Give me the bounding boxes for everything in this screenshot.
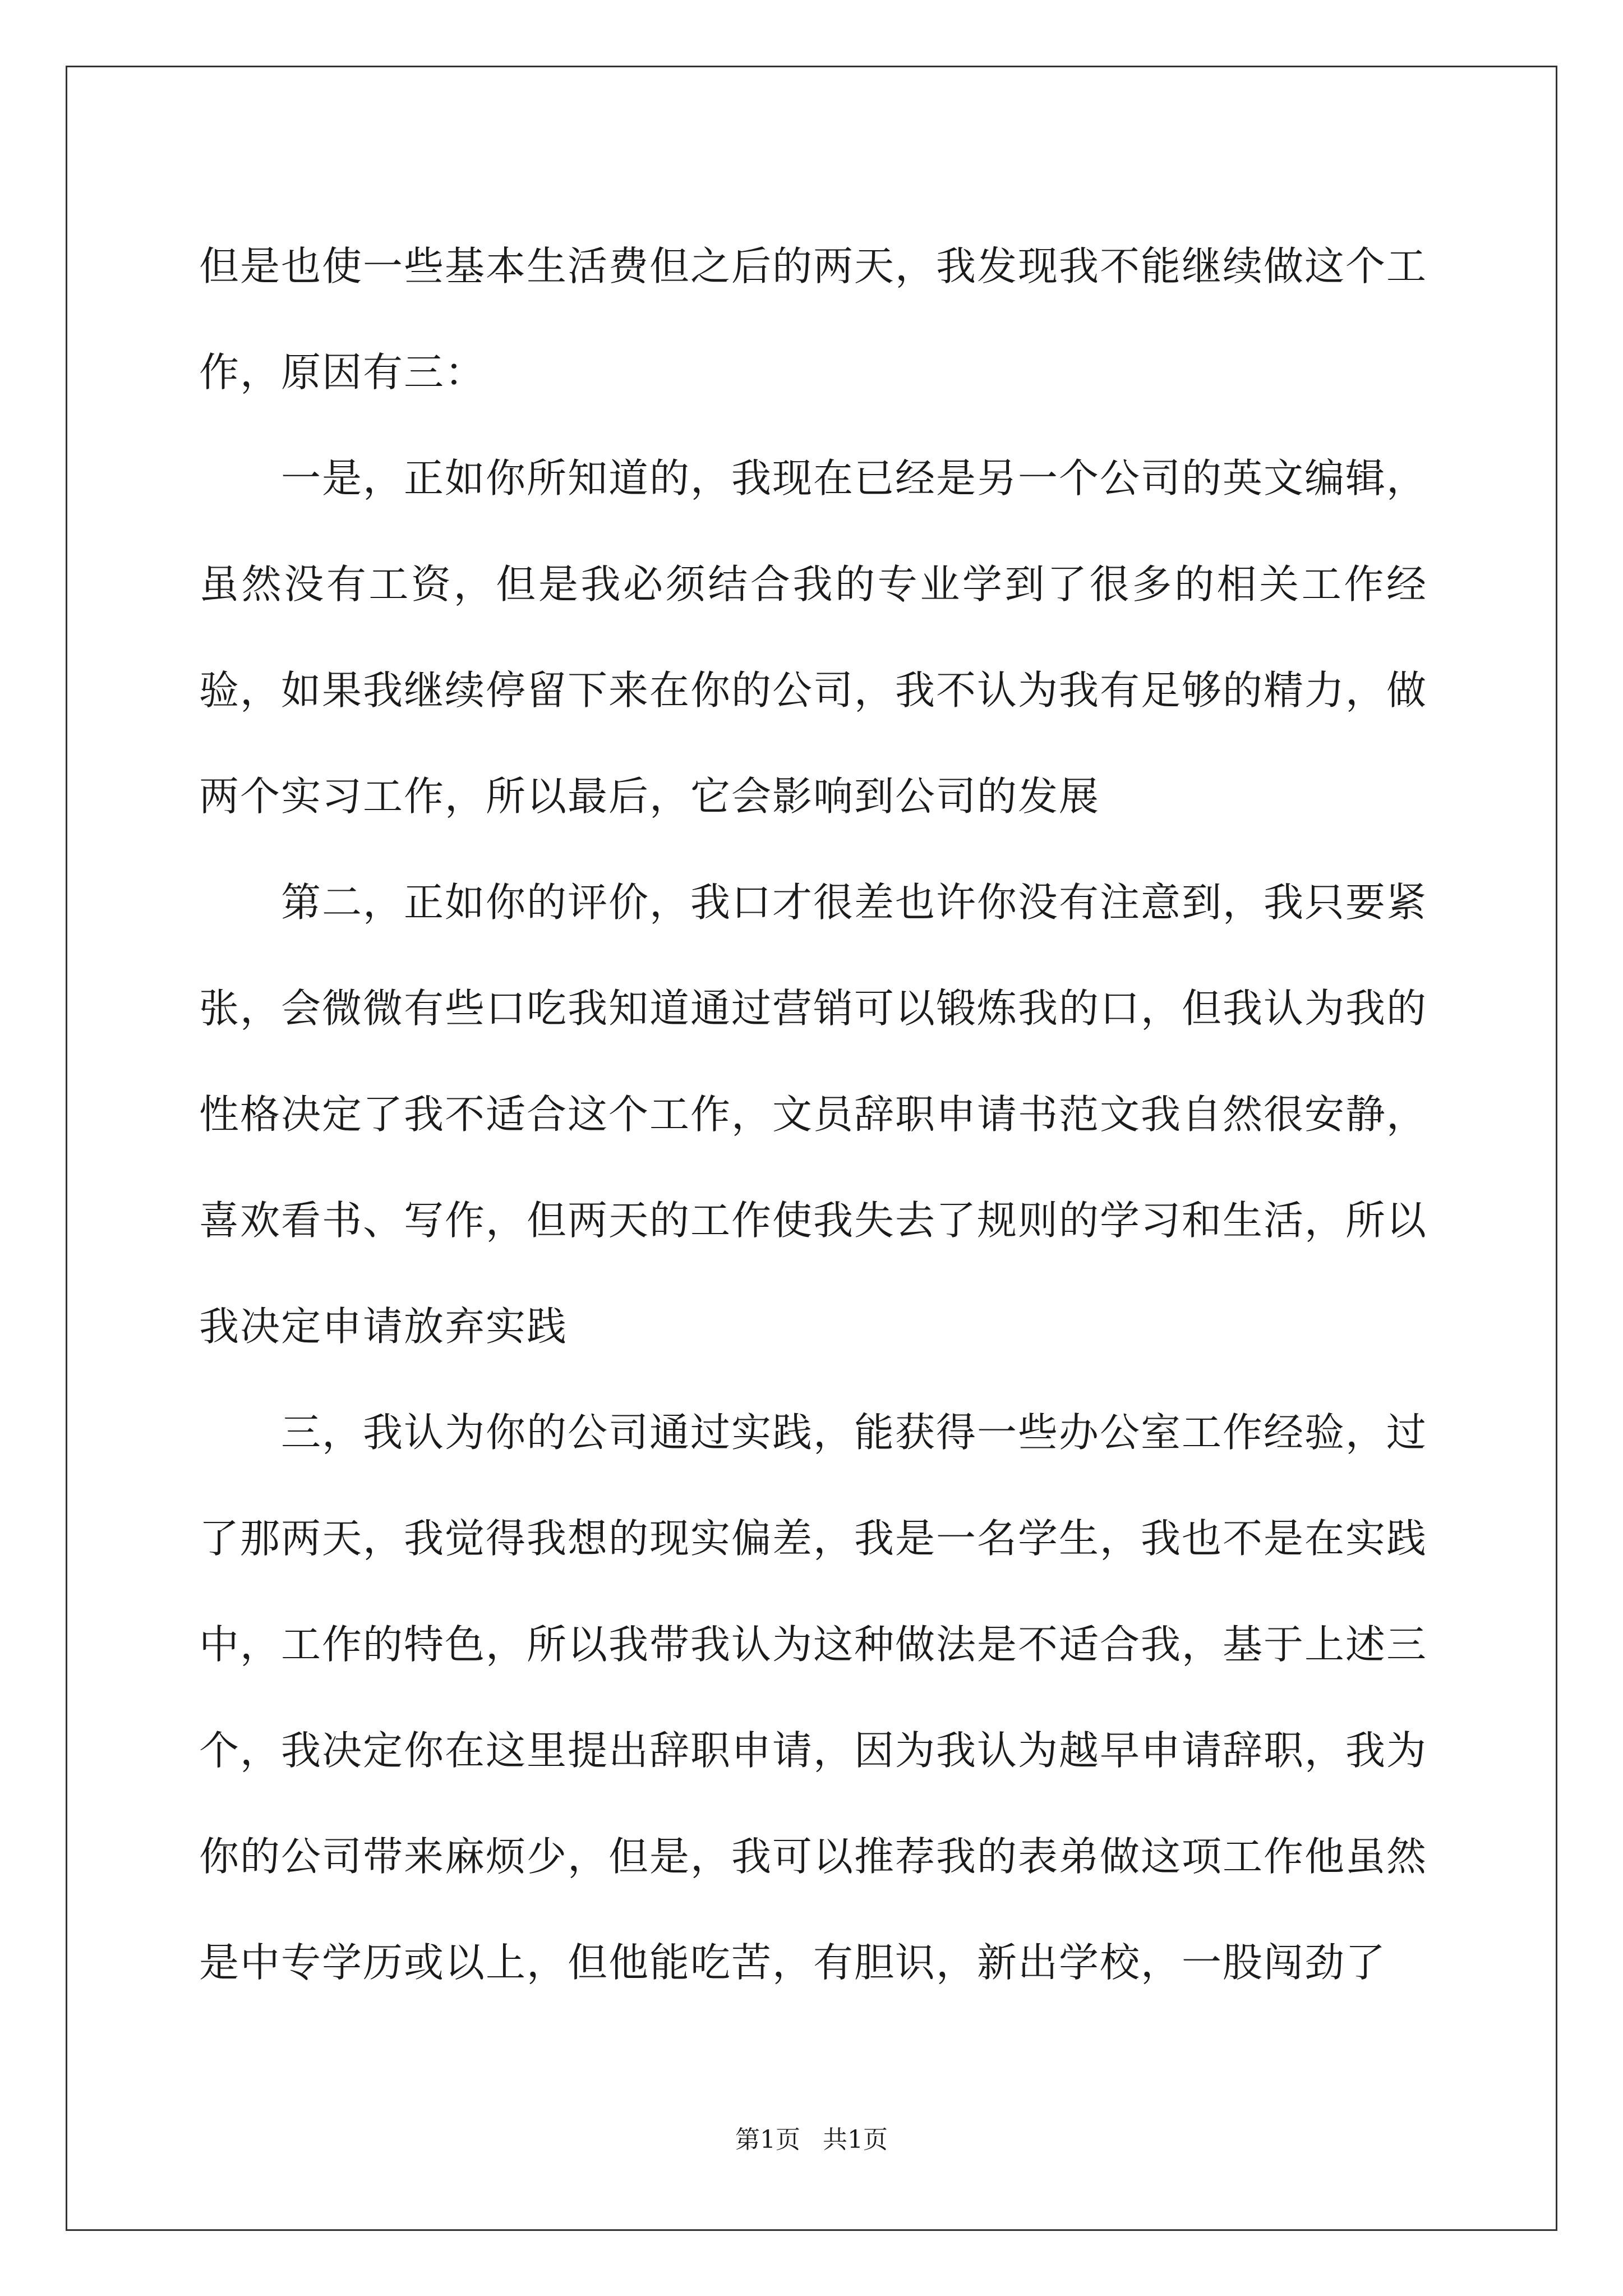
page-number-current: 第1页 (735, 2125, 800, 2154)
paragraph-reason-two: 第二，正如你的评价，我口才很差也许你没有注意到，我只要紧张，会微微有些口吃我知道通过营销可以锻炼我的口，但我认为我的性格决定了我不适合这个工作，文员辞职申请书范文我自然很安静，喜欢看书、写作，但两天的工作使我失去了规则的学习和生活，所以我决定申请放弃实践 (199, 879, 1428, 1350)
paragraph-reason-three: 三，我认为你的公司通过实践，能获得一些办公室工作经验，过了那两天，我觉得我想的现实偏差，我是一名学生，我也不是在实践中，工作的特色，所以我带我认为这种做法是不适合我，基于上述三个，我决定你在这里提出辞职申请，因为我认为越早申请辞职，我为你的公司带来麻烦少，但是，我可以推荐我的表弟做这项工作他虽然是中专学历或以上，但他能吃苦，有胆识，新出学校，一股闯劲了 (199, 1409, 1428, 1986)
document-body (199, 213, 1427, 2016)
page-footer (0, 2123, 1623, 2157)
page-number-total: 共1页 (823, 2125, 888, 2154)
paragraph-reason-one: 一是，正如你所知道的，我现在已经是另一个公司的英文编辑，虽然没有工资，但是我必须结合我的专业学到了很多的相关工作经验，如果我继续停留下来在你的公司，我不认为我有足够的精力，做两个实习工作，所以最后，它会影响到公司的发展 (199, 455, 1428, 820)
paragraph-intro: 但是也使一些基本生活费但之后的两天，我发现我不能继续做这个工作，原因有三： (199, 243, 1428, 395)
